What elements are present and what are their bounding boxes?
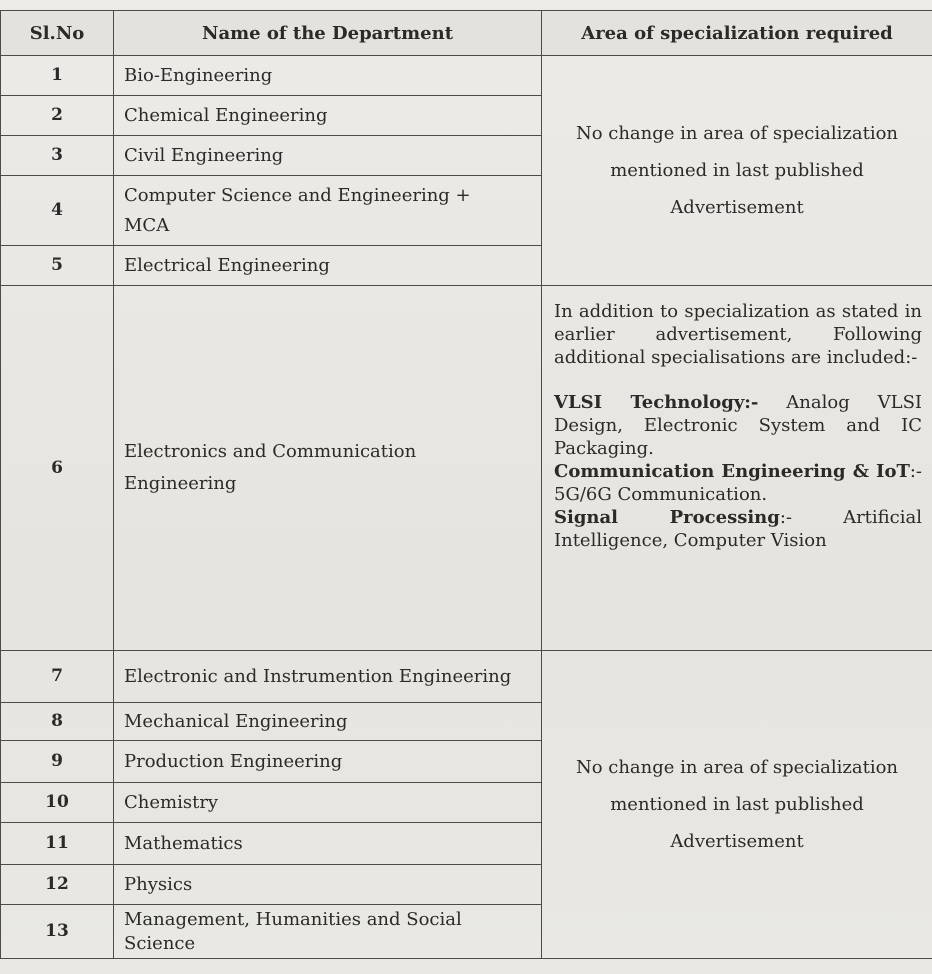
row-department-name: Production Engineering bbox=[114, 741, 542, 783]
area-no-change-cell: No change in area of specialization mentioned in last published Advertisement bbox=[542, 56, 932, 286]
row-department-name: Computer Science and Engineering + MCA bbox=[114, 176, 542, 246]
row-sl-no: 8 bbox=[1, 703, 114, 741]
row-department-name: Civil Engineering bbox=[114, 136, 542, 176]
row-department-name: Mathematics bbox=[114, 823, 542, 865]
table-row bbox=[1, 651, 932, 703]
ece-item-label: Communication Engineering & IoT bbox=[554, 461, 910, 482]
row-department-name: Bio-Engineering bbox=[114, 56, 542, 96]
ece-item-label: VLSI Technology:- bbox=[554, 392, 759, 413]
row-department-name: Mechanical Engineering bbox=[114, 703, 542, 741]
row-department-name: Chemical Engineering bbox=[114, 96, 542, 136]
row-sl-no: 7 bbox=[1, 651, 114, 703]
row-department-name: Physics bbox=[114, 865, 542, 905]
row-sl-no: 12 bbox=[1, 865, 114, 905]
row-sl-no: 5 bbox=[1, 246, 114, 286]
area-ece-specialization-cell bbox=[542, 286, 932, 651]
row-sl-no: 6 bbox=[1, 286, 114, 651]
ece-item-vlsi bbox=[554, 391, 922, 460]
table-row bbox=[1, 56, 932, 96]
row-sl-no: 11 bbox=[1, 823, 114, 865]
department-table bbox=[0, 10, 932, 959]
ece-item-communication bbox=[554, 460, 922, 506]
ece-item-signal-processing bbox=[554, 506, 922, 552]
ece-intro-text: In addition to specialization as stated in earlier advertisement, Following additional specialisations are included:- bbox=[554, 301, 922, 368]
header-department-name: Name of the Department bbox=[114, 11, 542, 56]
header-area-of-specialization: Area of specialization required bbox=[542, 11, 932, 56]
table-row bbox=[1, 286, 932, 651]
row-sl-no: 1 bbox=[1, 56, 114, 96]
ece-item-text: Analog VLSI Design, Electronic System and IC Packaging. bbox=[554, 392, 923, 459]
row-department-name: Management, Humanities and Social Science bbox=[114, 905, 542, 959]
row-sl-no: 10 bbox=[1, 783, 114, 823]
row-sl-no: 2 bbox=[1, 96, 114, 136]
row-sl-no: 9 bbox=[1, 741, 114, 783]
row-sl-no: 3 bbox=[1, 136, 114, 176]
row-department-name: Chemistry bbox=[114, 783, 542, 823]
ece-item-text: :- Artificial Intelligence, Computer Vision bbox=[554, 507, 922, 551]
table-header-row bbox=[1, 11, 932, 56]
ece-item-label: Signal Processing bbox=[554, 507, 780, 528]
row-sl-no: 13 bbox=[1, 905, 114, 959]
ece-item-text: :- 5G/6G Communication. bbox=[554, 461, 922, 505]
area-no-change-cell: No change in area of specialization mentioned in last published Advertisement bbox=[542, 651, 932, 959]
row-department-name: Electronics and Communication Engineering bbox=[114, 286, 542, 651]
row-department-name: Electrical Engineering bbox=[114, 246, 542, 286]
row-sl-no: 4 bbox=[1, 176, 114, 246]
header-sl-no: Sl.No bbox=[1, 11, 114, 56]
row-department-name: Electronic and Instrumention Engineering bbox=[114, 651, 542, 703]
